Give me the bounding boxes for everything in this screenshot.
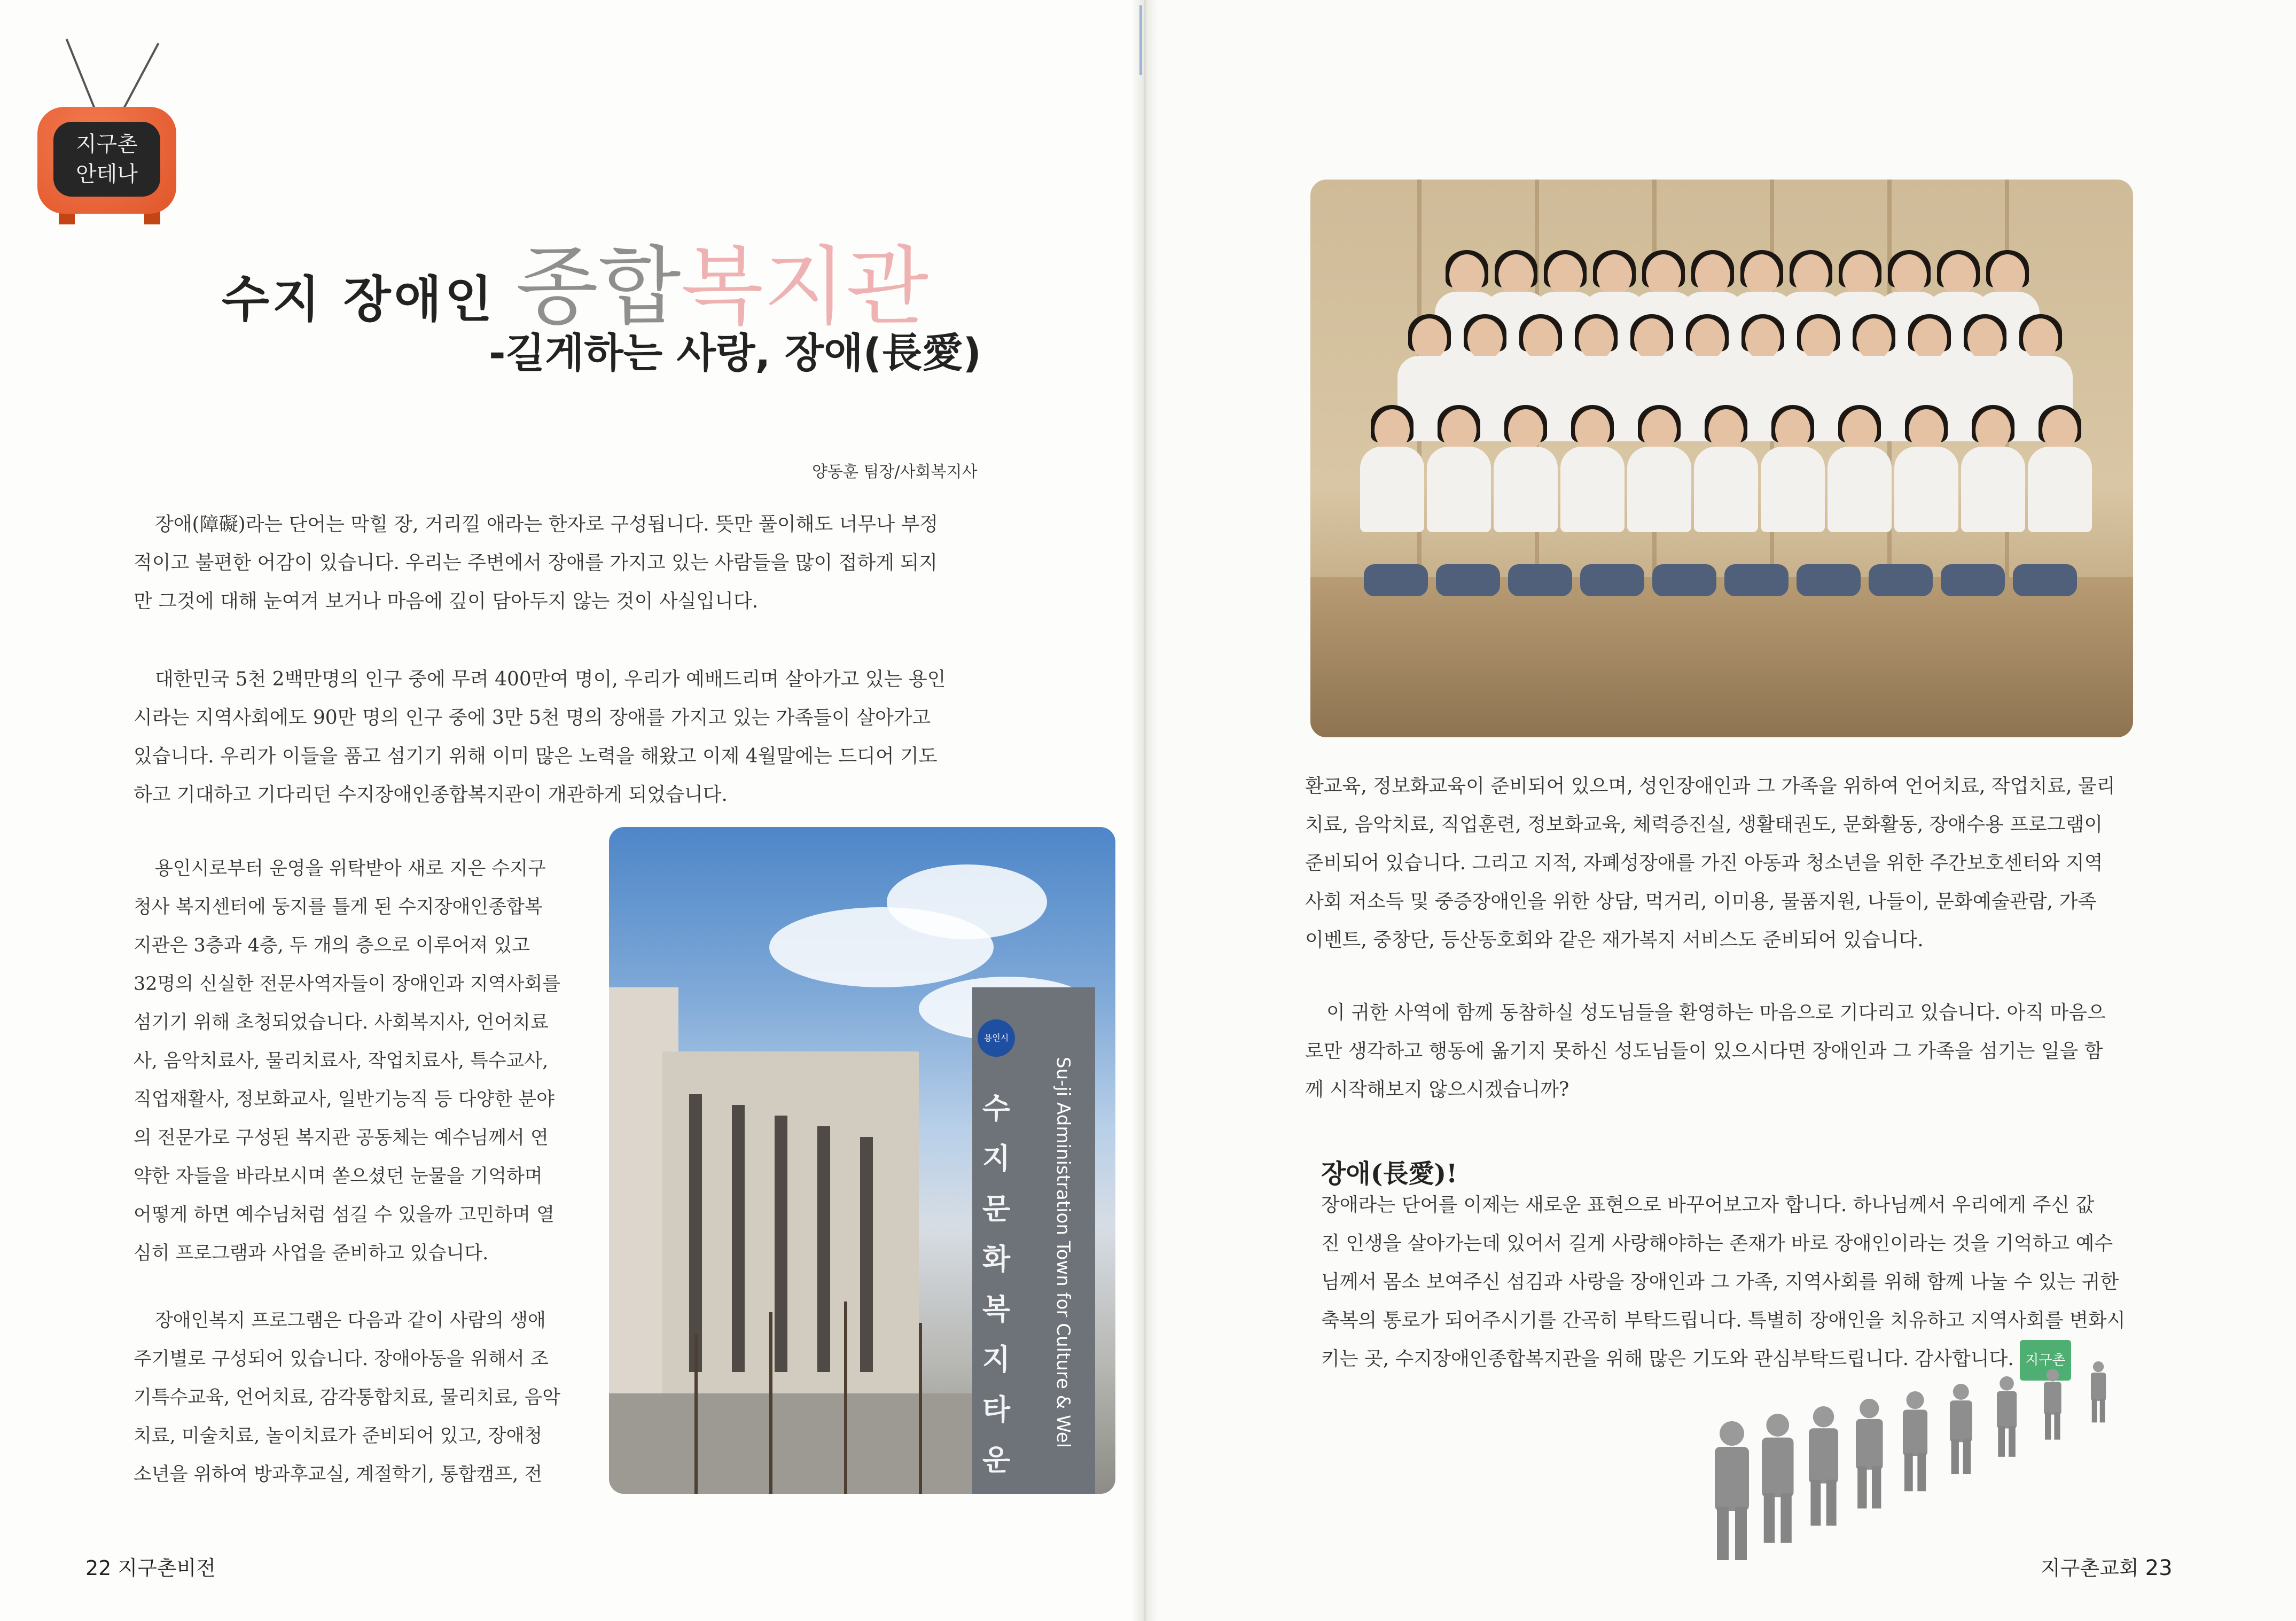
jeans <box>1580 564 1644 596</box>
white-shirt <box>1894 447 1958 532</box>
face <box>1745 318 1780 360</box>
text-line: 환교육, 정보화교육이 준비되어 있으며, 성인장애인과 그 가족을 위하여 언어치료, 작업치료, 물리 <box>1305 775 2115 797</box>
face <box>1597 254 1632 296</box>
building-window <box>732 1105 745 1372</box>
plaza <box>609 1393 972 1494</box>
paper-person-part <box>2047 1369 2059 1381</box>
face <box>1508 409 1543 451</box>
jeans <box>1869 564 1933 596</box>
text-line: 장애(障礙)라는 단어는 막힐 장, 거리낄 애라는 한자로 구성됩니다. 뜻만 풀이해도 너무나 부정 <box>155 513 939 535</box>
paper-person-part <box>2044 1382 2061 1414</box>
city-emblem: 용인시 <box>978 1019 1015 1057</box>
sign-korean <box>972 1084 1020 1485</box>
paper-person-part <box>1951 1439 1959 1474</box>
title-part-2: 종합 <box>516 237 681 337</box>
paper-people-chain <box>1715 1357 2196 1560</box>
text-line: 주기별로 구성되어 있습니다. 장애아동을 위해서 조 <box>134 1349 549 1370</box>
group-photo <box>1310 180 2133 737</box>
page-number-left: 22 <box>85 1556 112 1580</box>
white-shirt <box>1761 447 1825 532</box>
text-line: 직업재활사, 정보화교사, 일반기능직 등 다양한 분야 <box>134 1089 555 1110</box>
face <box>1708 409 1744 451</box>
paper-person-part <box>2100 1399 2105 1422</box>
text-line: 사, 음악치료사, 물리치료사, 작업치료사, 특수교사, <box>134 1050 549 1072</box>
tree <box>844 1302 847 1494</box>
face <box>1548 254 1583 296</box>
text-line: 소년을 위하여 방과후교실, 계절학기, 통합캠프, 전 <box>134 1464 543 1485</box>
spine-mark <box>1139 5 1142 75</box>
face <box>1498 254 1534 296</box>
cloud <box>887 864 1047 939</box>
face <box>1695 254 1730 296</box>
paper-person-part <box>1764 1493 1775 1543</box>
face <box>1892 254 1927 296</box>
text-line: 어떻게 하면 예수님처럼 섬길 수 있을까 고민하며 열 <box>134 1204 555 1226</box>
sign-char: 지 <box>982 1142 1011 1175</box>
face <box>1975 409 2011 451</box>
sign-char: 복 <box>982 1292 1011 1326</box>
jeans <box>2013 564 2077 596</box>
paper-person-part <box>2054 1413 2060 1440</box>
sign-char: 타 <box>982 1393 1011 1427</box>
paper-person-part <box>1809 1428 1838 1483</box>
tree <box>919 1323 922 1494</box>
jeans <box>1364 564 1428 596</box>
paper-person-part <box>1762 1438 1794 1498</box>
face <box>1449 254 1485 296</box>
paper-person-part <box>1766 1414 1789 1437</box>
jeans <box>1941 564 2005 596</box>
stage-floor <box>1310 577 2133 737</box>
text-line: 32명의 신실한 전문사역자들이 장애인과 지역사회를 <box>134 973 561 995</box>
paper-person-part <box>1813 1406 1834 1428</box>
book-spine <box>1131 0 1158 1621</box>
text-line: 로만 생각하고 행동에 옮기지 못하신 성도님들이 있으시다면 장애인과 그 가족을 섬기는 일을 함 <box>1305 1040 2103 1062</box>
text-line: 사회 저소득 및 중증장애인을 위한 상담, 먹거리, 이미용, 물품지원, 나들이, 문화예술관람, 가족 <box>1305 891 2097 913</box>
white-shirt <box>2028 447 2092 532</box>
jeans <box>1652 564 1716 596</box>
paper-person-part <box>1917 1453 1926 1491</box>
text-line: 치료, 음악치료, 직업훈련, 정보화교육, 체력증진실, 생활태권도, 문화활동, 장애수용 프로그램이 <box>1305 814 2103 836</box>
tree <box>694 1334 698 1494</box>
article-subtitle: -길게하는 사랑, 장애(長愛) <box>489 329 982 377</box>
paper-person-part <box>1903 1410 1927 1456</box>
title-part-3: 복지관 <box>681 237 929 337</box>
paper-person-part <box>1780 1493 1791 1543</box>
jeans <box>1797 564 1861 596</box>
face <box>1856 318 1892 360</box>
paper-person-part <box>1735 1507 1747 1560</box>
face <box>1646 254 1681 296</box>
text-line: 하고 기대하고 기다리던 수지장애인종합복지관이 개관하게 되었습니다. <box>134 784 728 806</box>
paper-person-part <box>1872 1466 1881 1508</box>
sign-english: Su-ji Administration Town for Culture & Wel <box>1052 1057 1074 1448</box>
building-window <box>689 1094 702 1372</box>
paper-person-part <box>1856 1419 1883 1470</box>
white-shirt <box>1828 447 1892 532</box>
paper-person-part <box>2000 1376 2014 1391</box>
text-line: 약한 자들을 바라보시며 쏟으셨던 눈물을 기억하며 <box>134 1166 543 1187</box>
paper-person-part <box>2009 1426 2016 1457</box>
sign-char: 지 <box>982 1343 1011 1376</box>
byline: 양동훈 팀장/사회복지사 <box>812 463 978 481</box>
text-line: 장애라는 단어를 이제는 새로운 표현으로 바꾸어보고자 합니다. 하나님께서 우리에게 주신 값 <box>1321 1194 2095 1216</box>
end-tag: 지구촌 <box>2020 1340 2071 1381</box>
right-paragraph-2 <box>1305 994 2106 1109</box>
tree <box>769 1312 772 1494</box>
section-heading: 장애(長愛)! <box>1321 1159 1458 1189</box>
face <box>1467 318 1503 360</box>
face <box>1579 318 1614 360</box>
jeans <box>1724 564 1789 596</box>
text-line: 님께서 몸소 보여주신 섬김과 사랑을 장애인과 그 가족, 지역사회를 위해 함께 나눌 수 있는 귀한 <box>1321 1271 2119 1293</box>
text-line: 대한민국 5천 2백만명의 인구 중에 무려 400만여 명이, 우리가 예배드리며 살아가고 있는 용인 <box>155 668 946 690</box>
face <box>1967 318 2003 360</box>
paper-person-part <box>1997 1391 2017 1429</box>
face <box>1412 318 1447 360</box>
white-shirt <box>1427 447 1491 532</box>
badge-line-1: 지구촌 <box>76 132 138 157</box>
face <box>1775 409 1810 451</box>
paper-person-part <box>1715 1447 1749 1511</box>
face <box>1909 409 1944 451</box>
face <box>1801 318 1836 360</box>
right-paragraph-1 <box>1305 767 2115 960</box>
face <box>1842 254 1878 296</box>
text-last: 키는 곳, 수지장애인종합복지관을 위해 많은 기도와 관심부탁드립니다. 감사합니다. <box>1321 1348 2014 1370</box>
paper-person-part <box>2045 1413 2051 1440</box>
text-line: 있습니다. 우리가 이들을 품고 섬기기 위해 이미 많은 노력을 해왔고 이제 4월말에는 드디어 기도 <box>134 745 938 767</box>
face <box>1990 254 2025 296</box>
text-line: 축복의 통로가 되어주시기를 간곡히 부탁드립니다. 특별히 장애인을 치유하고 지역사회를 변화시 <box>1321 1310 2126 1331</box>
jeans <box>1508 564 1572 596</box>
face <box>1642 409 1677 451</box>
text-line: 지관은 3층과 4층, 두 개의 층으로 이루어져 있고 <box>134 935 530 956</box>
footer-right <box>2041 1552 2173 1581</box>
white-shirt <box>1627 447 1691 532</box>
text-line: 이벤트, 중창단, 등산동호회와 같은 재가복지 서비스도 준비되어 있습니다. <box>1305 929 1924 951</box>
right-paragraph-3 <box>1321 1186 2125 1381</box>
sign-char: 문 <box>982 1192 1011 1226</box>
text-line: 이 귀한 사역에 함께 동참하실 성도님들을 환영하는 마음으로 기다리고 있습니다. 아직 마음으 <box>1326 1002 2106 1024</box>
text-line: 의 전문가로 구성된 복지관 공동체는 예수님께서 연 <box>134 1127 549 1149</box>
face <box>1842 409 1877 451</box>
building-photo <box>609 827 1115 1494</box>
left-paragraph-3 <box>134 850 560 1273</box>
face <box>2042 409 2078 451</box>
tv-screen <box>53 122 160 197</box>
face <box>1793 254 1829 296</box>
jeans <box>1436 564 1500 596</box>
paper-person-part <box>1860 1399 1879 1418</box>
title-part-1: 수지 장애인 <box>222 271 516 328</box>
paper-person-part <box>2093 1361 2104 1372</box>
church-name: 지구촌교회 <box>2041 1556 2139 1580</box>
text-line: 진 인생을 살아가는데 있어서 길게 사랑해야하는 존재가 바로 장애인이라는 것을 기억하고 예수 <box>1321 1233 2113 1254</box>
text-line: 치료, 미술치료, 놀이치료가 준비되어 있고, 장애청 <box>134 1425 543 1447</box>
left-paragraph-1 <box>134 505 939 621</box>
paper-person-part <box>1950 1400 1972 1442</box>
text-line: 장애인복지 프로그램은 다음과 같이 사람의 생애 <box>155 1310 546 1331</box>
paper-person-part <box>1720 1421 1744 1446</box>
building-window <box>860 1137 873 1372</box>
paper-person-part <box>1810 1480 1821 1526</box>
text-line: 섬기기 위해 초청되었습니다. 사회복지사, 언어치료 <box>134 1012 549 1033</box>
text-line: 청사 복지센터에 둥지를 틀게 된 수지장애인종합복 <box>134 897 543 918</box>
magazine-name: 지구촌비전 <box>118 1556 216 1580</box>
footer-left <box>85 1552 216 1581</box>
paper-person-part <box>1906 1391 1924 1409</box>
paper-person-part <box>2092 1399 2097 1422</box>
face <box>1523 318 1558 360</box>
white-shirt <box>1961 447 2025 532</box>
face <box>1941 254 1976 296</box>
white-shirt <box>1560 447 1625 532</box>
face <box>1441 409 1477 451</box>
building-window <box>817 1126 830 1372</box>
text-line: 시라는 지역사회에도 90만 명의 인구 중에 3만 5천 명의 장애를 가지고 있는 가족들이 살아가고 <box>134 707 931 729</box>
face <box>2023 318 2058 360</box>
text-line: 준비되어 있습니다. 그리고 지적, 자폐성장애를 가진 아동과 청소년을 위한 주간보호센터와 지역 <box>1305 852 2103 874</box>
face <box>1634 318 1669 360</box>
face <box>1575 409 1610 451</box>
text-line: 기특수교육, 언어치료, 감각통합치료, 물리치료, 음악 <box>134 1387 561 1408</box>
left-paragraph-4 <box>134 1302 560 1494</box>
sign-char: 운 <box>982 1443 1011 1477</box>
paper-person-part <box>1953 1384 1969 1400</box>
face <box>1744 254 1779 296</box>
page-number-right: 23 <box>2145 1556 2173 1580</box>
building-window <box>775 1116 787 1372</box>
white-shirt <box>1694 447 1758 532</box>
paper-person-part <box>1826 1480 1837 1526</box>
text-line: 만 그것에 대해 눈여겨 보거나 마음에 깊이 담아두지 않는 것이 사실입니다. <box>134 590 759 612</box>
text-line: 적이고 불편한 어감이 있습니다. 우리는 주변에서 장애를 가지고 있는 사람들을 많이 접하게 되지 <box>134 552 938 574</box>
paper-person-part <box>1998 1426 2005 1457</box>
paper-person-part <box>1857 1466 1867 1508</box>
face <box>1690 318 1725 360</box>
white-shirt <box>1494 447 1558 532</box>
sign-char: 화 <box>982 1242 1011 1276</box>
text-line: 심히 프로그램과 사업을 준비하고 있습니다. <box>134 1243 489 1264</box>
paper-person-part <box>1904 1453 1913 1491</box>
white-shirt <box>1360 447 1424 532</box>
sign-char: 수 <box>982 1092 1011 1125</box>
badge-line-2: 안테나 <box>76 162 138 186</box>
face <box>1912 318 1947 360</box>
text-line: 용인시로부터 운영을 위탁받아 새로 지은 수지구 <box>155 858 546 879</box>
text-line: 께 시작해보지 않으시겠습니까? <box>1305 1079 1569 1101</box>
paper-person-part <box>1717 1507 1729 1560</box>
face <box>1375 409 1410 451</box>
paper-person-part <box>1963 1439 1971 1474</box>
paper-person-part <box>2091 1373 2106 1401</box>
left-paragraph-2 <box>134 660 946 814</box>
